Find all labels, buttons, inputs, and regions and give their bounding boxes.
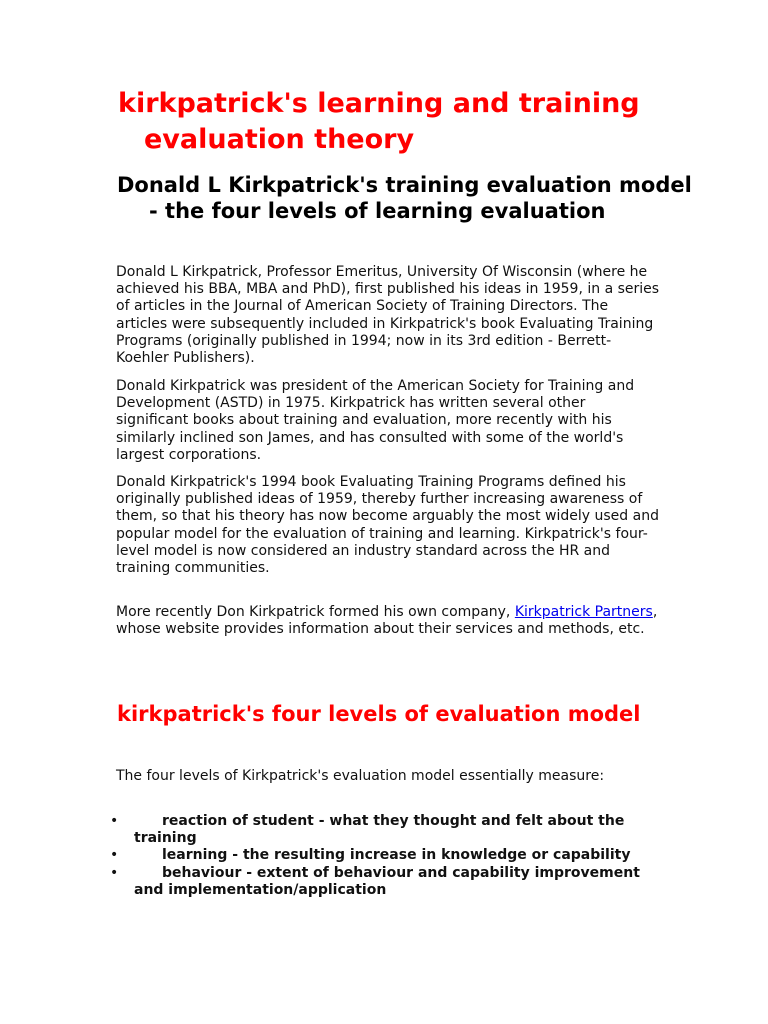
paragraph-company (116, 604, 661, 638)
list-item-text: reaction of student - what they thought and felt about the training (134, 813, 625, 847)
page-title: kirkpatrick's learning and training evaluation theory (118, 88, 640, 155)
list-item (104, 865, 664, 899)
section-heading-four-levels: kirkpatrick's four levels of evaluation model (117, 702, 641, 726)
bullet-icon: • (110, 864, 119, 881)
section-intro: The four levels of Kirkpatrick's evaluation model essentially measure: (116, 768, 605, 784)
list-item (104, 813, 664, 847)
paragraph-astd: Donald Kirkpatrick was president of the American Society for Training and Development (ASTD) in 1975. Kirkpatrick has written several other significant books about training and evaluation, more recently with his similarly inclined son James, and has consulted with some of the world's largest corporations. (116, 378, 635, 463)
page-subtitle: Donald L Kirkpatrick's training evaluation model - the four levels of learning evaluation (117, 173, 692, 223)
list-item-text: learning - the resulting increase in knowledge or capability (162, 847, 631, 864)
paragraph-company-text-before: More recently Don Kirkpatrick formed his own company, (116, 604, 515, 620)
paragraph-book: Donald Kirkpatrick's 1994 book Evaluating Training Programs defined his originally published ideas of 1959, thereby further increasing awareness of them, so that his theory has now become arguably the most widely used and popular model for the evaluation of training and learning. Kirkpatrick's four-level model is now considered an industry standard across the HR and training communities. (116, 474, 659, 577)
paragraph-company-text-after: , whose website provides information about their services and methods, etc. (116, 604, 658, 638)
bullet-icon: • (110, 813, 119, 829)
bullet-icon: • (110, 847, 119, 864)
list-item (104, 847, 664, 864)
paragraph-intro: Donald L Kirkpatrick, Professor Emeritus, University Of Wisconsin (where he achieved his BBA, MBA and PhD), first published his ideas in 1959, in a series of articles in the Journal of American Society of Training Directors. The articles were subsequently included in Kirkpatrick's book Evaluating Training Programs (originally published in 1994; now in its 3rd edition - Berrett-Koehler Publishers). (116, 264, 660, 367)
levels-list (104, 813, 664, 899)
kirkpatrick-partners-link[interactable]: Kirkpatrick Partners (514, 604, 653, 620)
list-item-text: behaviour - extent of behaviour and capability improvement and implementation/application (134, 864, 640, 898)
